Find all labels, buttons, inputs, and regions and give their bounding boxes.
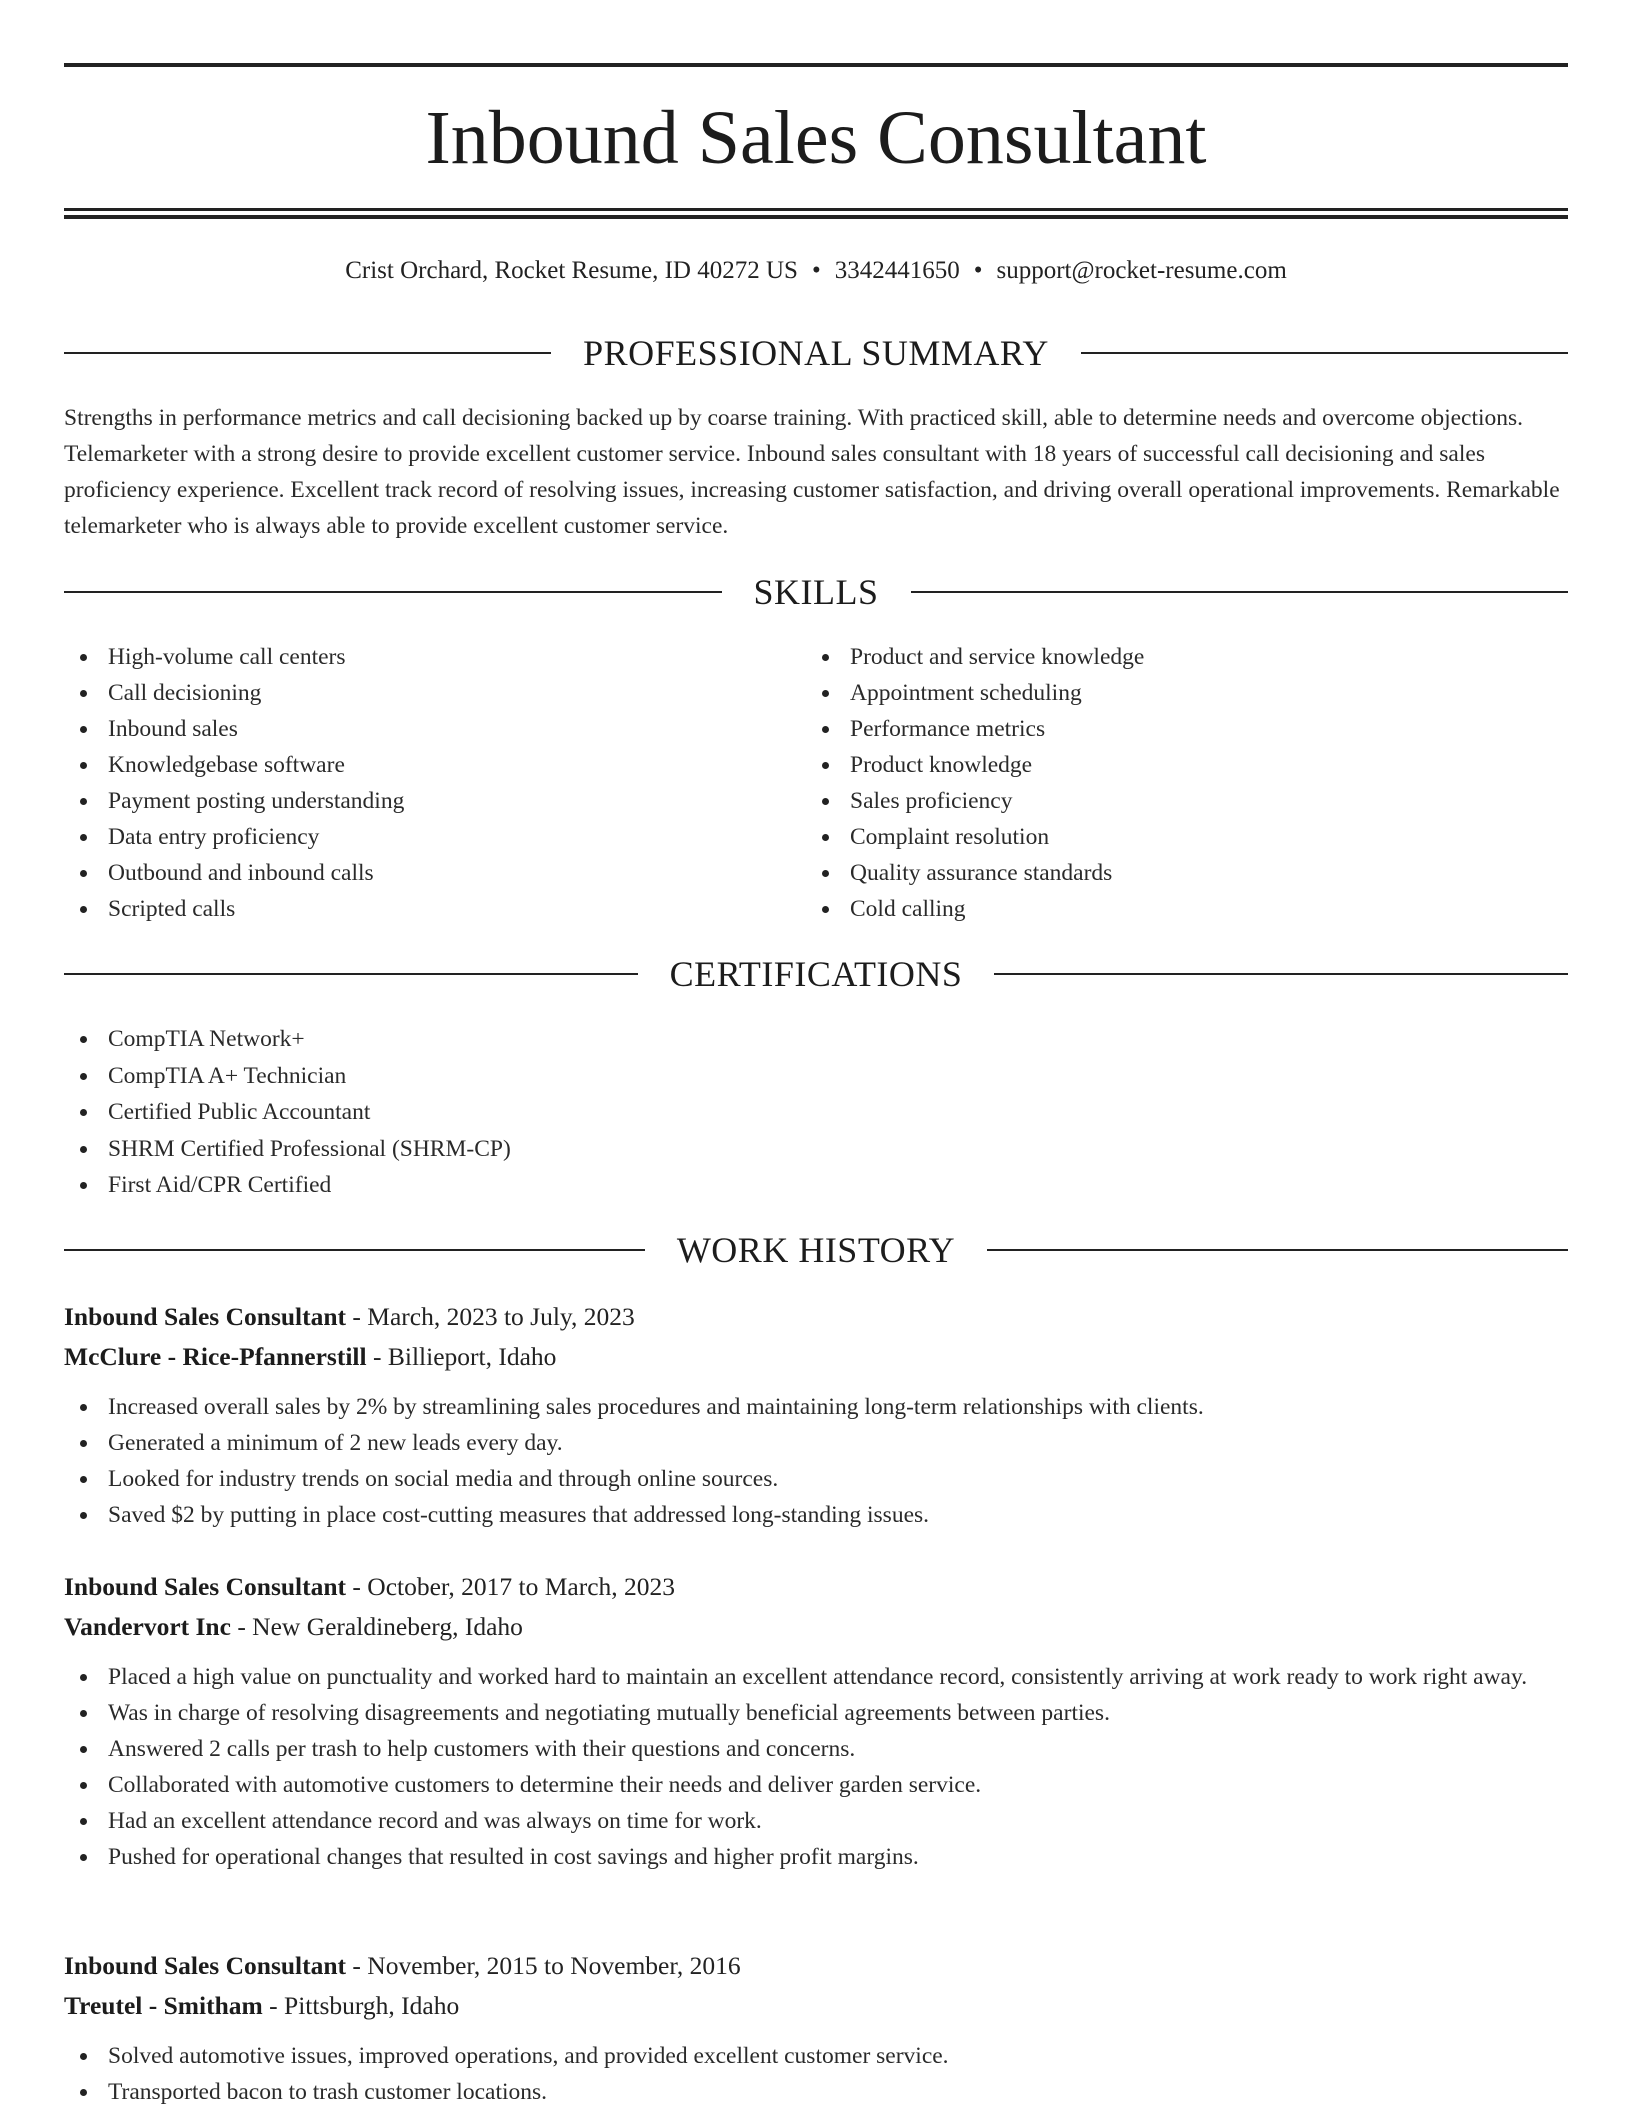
skill-item: Inbound sales [64,711,804,747]
section-rule-right [987,1249,1568,1251]
job-company: Treutel - Smitham [64,1991,263,2020]
job-company: McClure - Rice-Pfannerstill [64,1342,367,1371]
section-title: CERTIFICATIONS [669,954,963,994]
section-title: WORK HISTORY [676,1230,956,1270]
certification-item: Certified Public Accountant [64,1094,1568,1131]
section-header-certifications [64,954,1568,994]
job-company: Vandervort Inc [64,1612,231,1641]
job-bullet: Had an excellent attendance record and was always on time for work. [64,1803,1568,1839]
skills-list-left [64,639,804,927]
summary-paragraph: Strengths in performance metrics and call decisioning backed up by coarse training. With practiced skill, able to determine needs and overcome objections. Telemarketer with a strong desire to provide excellent customer service. Inbound sales consultant with 18 years of successful call decisioning and sales proficiency experience. Excellent track record of resolving issues, increasing customer satisfaction, and driving overall operational improvements. Remarkable telemarketer who is always able to provide excellent customer service. [64,405,1560,539]
section-rule-right [1081,352,1568,354]
skills-column-left [64,639,804,927]
job-role: Inbound Sales Consultant [64,1951,347,1980]
job-bullet: Solved automotive issues, improved operations, and provided excellent customer service. [64,2038,1568,2074]
certifications-block [64,1021,1568,1204]
certification-item: CompTIA Network+ [64,1021,1568,1058]
resume-title: Inbound Sales Consultant [425,96,1207,180]
job-bullet: Placed a high value on punctuality and worked hard to maintain an excellent attendance record, consistently arriving at work ready to work right away. [64,1659,1568,1695]
job-title-line [64,1297,1568,1337]
job-company-line [64,1986,1568,2026]
skill-item: Complaint resolution [806,819,1546,855]
job-title-line [64,1946,1568,1986]
skills-column-right [806,639,1546,927]
job-dates: - November, 2015 to November, 2016 [346,1951,741,1980]
job-bullet: Collaborated with automotive customers to determine their needs and deliver garden service. [64,1767,1568,1803]
job-bullets [64,2038,1568,2110]
skill-item: Scripted calls [64,891,804,927]
skill-item: Cold calling [806,891,1546,927]
job-location: - New Geraldineberg, Idaho [230,1612,523,1641]
title-double-rule [64,208,1568,219]
job-bullet: Looked for industry trends on social media and through online sources. [64,1461,1568,1497]
job-role: Inbound Sales Consultant [64,1572,347,1601]
section-rule-right [994,973,1568,975]
section-rule-left [64,591,722,593]
skill-item: High-volume call centers [64,639,804,675]
section-rule-left [64,973,638,975]
section-title: PROFESSIONAL SUMMARY [583,333,1049,373]
contact-email: support@rocket-resume.com [996,257,1287,284]
job-entry [64,1297,1568,1533]
skill-item: Sales proficiency [806,783,1546,819]
skill-item: Appointment scheduling [806,675,1546,711]
skill-item: Payment posting understanding [64,783,804,819]
section-header-summary [64,333,1568,373]
section-header-work-history [64,1230,1568,1270]
section-rule-right [911,591,1569,593]
job-dates: - March, 2023 to July, 2023 [346,1302,635,1331]
certification-item: First Aid/CPR Certified [64,1167,1568,1204]
section-header-skills [64,572,1568,612]
certification-item: SHRM Certified Professional (SHRM-CP) [64,1131,1568,1168]
top-rule [64,63,1568,67]
job-location: - Billieport, Idaho [366,1342,557,1371]
skill-item: Product and service knowledge [806,639,1546,675]
job-company-line [64,1337,1568,1377]
section-rule-left [64,1249,645,1251]
skill-item: Product knowledge [806,747,1546,783]
job-role: Inbound Sales Consultant [64,1302,347,1331]
contact-phone: 3342441650 [834,257,960,284]
skill-item: Call decisioning [64,675,804,711]
job-company-line [64,1607,1568,1647]
certification-item: CompTIA A+ Technician [64,1058,1568,1095]
skill-item: Data entry proficiency [64,819,804,855]
job-bullet: Increased overall sales by 2% by streamlining sales procedures and maintaining long-term relationships with clients. [64,1389,1568,1425]
certifications-list [64,1021,1568,1204]
job-bullet: Transported bacon to trash customer locations. [64,2074,1568,2110]
job-bullet: Answered 2 calls per trash to help customers with their questions and concerns. [64,1731,1568,1767]
contact-separator: • [811,257,821,284]
skill-item: Quality assurance standards [806,855,1546,891]
contact-separator: • [973,257,983,284]
skill-item: Performance metrics [806,711,1546,747]
skill-item: Knowledgebase software [64,747,804,783]
job-title-line [64,1567,1568,1607]
job-bullets [64,1659,1568,1875]
contact-line [64,254,1568,288]
job-bullet: Saved $2 by putting in place cost-cutting measures that addressed long-standing issues. [64,1497,1568,1533]
section-rule-left [64,352,551,354]
job-bullet: Pushed for operational changes that resulted in cost savings and higher profit margins. [64,1839,1568,1875]
skill-item: Outbound and inbound calls [64,855,804,891]
job-bullet: Generated a minimum of 2 new leads every day. [64,1425,1568,1461]
section-title: SKILLS [753,572,879,612]
job-entry [64,1567,1568,1875]
job-bullet: Was in charge of resolving disagreements and negotiating mutually beneficial agreements between parties. [64,1695,1568,1731]
contact-address: Crist Orchard, Rocket Resume, ID 40272 US [345,257,798,284]
job-entry [64,1946,1568,2110]
job-location: - Pittsburgh, Idaho [262,1991,460,2020]
job-dates: - October, 2017 to March, 2023 [346,1572,676,1601]
skills-list-right [806,639,1546,927]
job-bullets [64,1389,1568,1533]
